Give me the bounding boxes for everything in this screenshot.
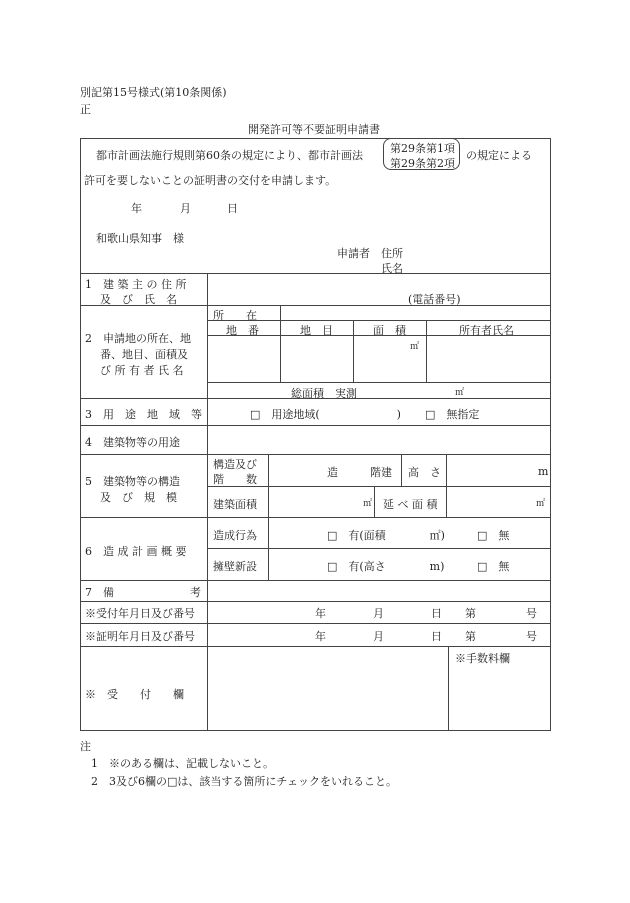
receipt-go: 号	[526, 607, 537, 620]
wall-yes-checkbox[interactable]: □ 有(高さ m)	[327, 560, 445, 573]
floor-area-label: 延 べ 面 積	[383, 498, 438, 511]
grading-yes-checkbox[interactable]: □ 有(面積 ㎡)	[327, 529, 445, 542]
row-divider	[80, 454, 551, 455]
row-divider	[80, 601, 551, 602]
intro-text-1: 都市計画法施行規則第60条の規定により、都市計画法	[96, 149, 363, 162]
note-2: 2 3及び6欄の□は、該当する箇所にチェックをいれること。	[91, 775, 398, 788]
receipt-year: 年	[315, 607, 326, 620]
cell-divider	[268, 517, 269, 580]
intro-text-2: 許可を要しないことの証明書の交付を申請します。	[84, 174, 337, 187]
row5-label: 5 建築物等の構造	[85, 475, 180, 488]
applicant-label: 申請者	[337, 247, 370, 260]
cert-go: 号	[526, 630, 537, 643]
intro-text-after: の規定による	[466, 149, 532, 162]
article-option-2: 第29条第2項	[390, 157, 455, 170]
phone-number-label: (電話番号)	[408, 293, 461, 306]
row1-label-2: 及 び 氏 名	[100, 293, 177, 306]
row-divider	[80, 517, 551, 518]
row7-label: 7 備	[85, 586, 114, 599]
row-divider	[80, 273, 551, 274]
form-reference: 別記第15号様式(第10条関係)	[80, 86, 227, 99]
cell-divider	[208, 548, 551, 549]
fee-column-label: ※手数料欄	[455, 652, 510, 665]
note-1: 1 ※のある欄は、記載しないこと。	[91, 757, 274, 770]
floor-area-unit: ㎡	[536, 499, 546, 509]
certification-date-label: ※証明年月日及び番号	[85, 630, 195, 643]
use-zone-checkbox[interactable]: □ 用途地域( )	[250, 408, 401, 421]
cell-divider	[374, 486, 375, 517]
owner-name-header: 所有者氏名	[459, 324, 514, 337]
reception-column-label: ※ 受 付 欄	[85, 688, 184, 701]
date-year-label: 年	[131, 202, 142, 215]
addressee: 和歌山県知事 様	[96, 232, 184, 245]
building-area-unit: ㎡	[363, 499, 373, 509]
row7-label-2: 考	[190, 586, 201, 599]
cell-divider	[280, 305, 281, 320]
cell-divider	[208, 382, 551, 383]
receipt-day: 日	[431, 607, 442, 620]
date-month-label: 月	[180, 202, 191, 215]
document-title: 開発許可等不要証明申請書	[248, 123, 380, 136]
no-designation-checkbox[interactable]: □ 無指定	[425, 408, 480, 421]
row2-label-3: び 所 有 者 氏 名	[100, 364, 184, 377]
floors-kaidate: 階建	[370, 466, 392, 479]
row3-label: 3 用 途 地 域 等	[85, 408, 202, 421]
name-label: 氏名	[381, 262, 403, 275]
row4-label: 4 建築物等の用途	[85, 436, 180, 449]
cell-divider	[353, 320, 354, 382]
cert-day: 日	[431, 630, 442, 643]
area-header: 面 積	[373, 324, 406, 337]
date-day-label: 日	[227, 202, 238, 215]
wall-no-checkbox[interactable]: □ 無	[477, 560, 510, 573]
location-label: 所 在	[213, 309, 257, 322]
grading-label: 造成行為	[213, 529, 257, 542]
area-unit: ㎡	[410, 342, 420, 352]
column-divider	[207, 273, 208, 731]
row-divider	[80, 623, 551, 624]
row2-label-2: 番、地目、面積及	[100, 348, 188, 361]
structure-zou: 造	[327, 466, 338, 479]
height-unit: m	[538, 465, 549, 478]
cell-divider	[208, 320, 551, 321]
height-label: 高 さ	[408, 466, 441, 479]
receipt-month: 月	[373, 607, 384, 620]
total-area-unit: ㎡	[455, 388, 465, 398]
retaining-wall-label: 擁壁新設	[213, 560, 257, 573]
cell-divider	[268, 454, 269, 517]
row-divider	[80, 646, 551, 647]
total-area-label: 総面積 実測	[291, 387, 357, 400]
grading-no-checkbox[interactable]: □ 無	[477, 529, 510, 542]
address-label: 住所	[381, 247, 403, 260]
article-option-1: 第29条第1項	[390, 142, 455, 155]
lot-number-header: 地 番	[226, 324, 259, 337]
cert-year: 年	[315, 630, 326, 643]
cell-divider	[446, 486, 447, 517]
row1-label: 1 建 築 主 の 住 所	[85, 278, 187, 291]
cert-dai: 第	[465, 630, 476, 643]
row-divider	[80, 425, 551, 426]
cell-divider	[446, 454, 447, 486]
building-area-label: 建築面積	[213, 498, 257, 511]
cell-divider	[280, 320, 281, 382]
receipt-date-label: ※受付年月日及び番号	[85, 607, 195, 620]
cell-divider	[448, 646, 449, 731]
cell-divider	[208, 486, 551, 487]
row2-label: 2 申請地の所在、地	[85, 332, 191, 345]
floors-label: 階 数	[213, 473, 257, 486]
cert-month: 月	[373, 630, 384, 643]
row6-label: 6 造 成 計 画 概 要	[85, 545, 187, 558]
notes-heading: 注	[80, 740, 91, 753]
cell-divider	[426, 320, 427, 382]
receipt-dai: 第	[465, 607, 476, 620]
cell-divider	[401, 454, 402, 486]
row5-label-2: 及 び 規 模	[100, 491, 177, 504]
land-category-header: 地 目	[300, 324, 333, 337]
structure-label: 構造及び	[213, 458, 257, 471]
copy-mark: 正	[80, 103, 91, 116]
row-divider	[80, 580, 551, 581]
